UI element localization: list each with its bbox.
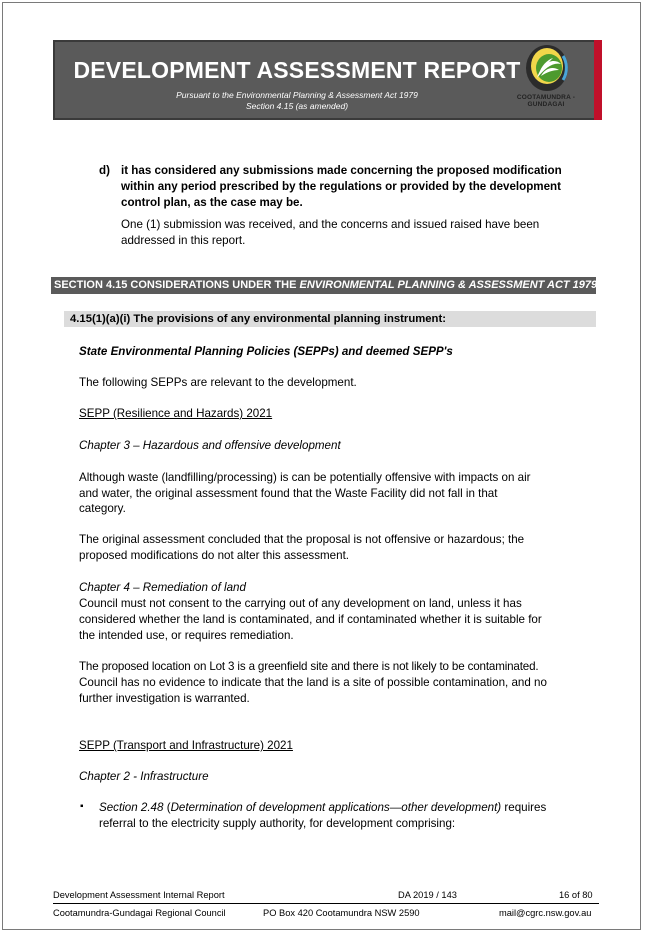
council-logo xyxy=(511,40,591,120)
bullet-marker: ▪ xyxy=(80,801,84,812)
bullet-requires: requires xyxy=(501,801,547,814)
para4-line3: further investigation is warranted. xyxy=(79,692,250,705)
para3-line3: the intended use, or requires remediation. xyxy=(79,629,294,642)
sepp-resilience-title: SEPP (Resilience and Hazards) 2021 xyxy=(79,407,273,420)
item-d-response-line2: addressed in this report. xyxy=(121,234,246,247)
footer-da-number: DA 2019 / 143 xyxy=(398,890,457,900)
sepp-intro: The following SEPPs are relevant to the development. xyxy=(79,376,357,389)
sepp-transport-title: SEPP (Transport and Infrastructure) 2021 xyxy=(79,739,293,752)
chapter3-heading: Chapter 3 – Hazardous and offensive development xyxy=(79,439,341,452)
item-d-label: d) xyxy=(99,164,110,177)
item-d-heading-line3: control plan, as the case may be. xyxy=(121,196,303,209)
footer-report-name: Development Assessment Internal Report xyxy=(53,890,225,900)
item-d-heading-line2: within any period prescribed by the regulations or provided by the development xyxy=(121,180,561,193)
para4-line1: The proposed location on Lot 3 is a greenfield site and there is not likely to be contaminated. xyxy=(79,660,539,673)
para1-line1: Although waste (landfilling/processing) is can be potentially offensive with impacts on air xyxy=(79,471,531,484)
bullet-section-title: Determination of development applications—other development) xyxy=(170,801,502,814)
item-d-response-line1: One (1) submission was received, and the concerns and issued raised have been xyxy=(121,218,540,231)
chapter4-heading: Chapter 4 – Remediation of land xyxy=(79,581,246,594)
chapter2-heading: Chapter 2 - Infrastructure xyxy=(79,770,209,783)
bullet-section-ref: Section 2.48 xyxy=(99,801,164,814)
item-d-heading-line1: it has considered any submissions made concerning the proposed modification xyxy=(121,164,562,177)
section-heading-bar xyxy=(51,277,601,294)
para1-line2: and water, the original assessment found that the Waste Facility did not fall in that xyxy=(79,487,498,500)
para4-line2: Council has no evidence to indicate that the land is a site of possible contamination, and no xyxy=(79,676,547,689)
report-title: DEVELOPMENT ASSESSMENT REPORT xyxy=(73,57,521,83)
sepp-heading: State Environmental Planning Policies (SEPPs) and deemed SEPP's xyxy=(79,345,453,358)
para1-line3: category. xyxy=(79,502,126,515)
banner-accent-bar xyxy=(594,40,602,120)
section-title-act: ENVIRONMENTAL PLANNING & ASSESSMENT ACT 1979 xyxy=(299,279,598,291)
bullet-line1 xyxy=(99,800,546,816)
section-title-prefix: SECTION 4.15 CONSIDERATIONS UNDER THE xyxy=(54,279,300,291)
footer-po-box: PO Box 420 Cootamundra NSW 2590 xyxy=(263,908,420,918)
section-title-suffix: : xyxy=(597,279,601,291)
page-border xyxy=(2,2,641,930)
para3-line2: considered whether the land is contaminated, and if contaminated whether it is suitable for xyxy=(79,613,542,626)
bullet-line2: referral to the electricity supply authority, for development comprising: xyxy=(99,817,456,830)
para2-line1: The original assessment concluded that the proposal is not offensive or hazardous; the xyxy=(79,533,525,546)
logo-text-line2: GUNDAGAI xyxy=(527,101,565,108)
report-subtitle-section: Section 4.15 (as amended) xyxy=(245,101,349,111)
logo-text-line1: COOTAMUNDRA - xyxy=(516,94,576,101)
footer-council: Cootamundra-Gundagai Regional Council xyxy=(53,908,226,918)
bullet-open-paren: ( xyxy=(163,801,171,814)
subsection-heading-bar: 4.15(1)(a)(i) The provisions of any environmental planning instrument: xyxy=(64,311,596,327)
para2-line2: proposed modifications do not alter this assessment. xyxy=(79,549,350,562)
footer-page-number: 16 of 80 xyxy=(559,890,593,900)
footer-divider xyxy=(53,903,599,904)
council-logo-icon xyxy=(511,40,591,120)
para3-line1: Council must not consent to the carrying out of any development on land, unless it has xyxy=(79,597,522,610)
footer-email[interactable]: mail@cgrc.nsw.gov.au xyxy=(499,908,592,918)
report-subtitle-act: Pursuant to the Environmental Planning & Assessment Act 1979 xyxy=(176,90,418,100)
